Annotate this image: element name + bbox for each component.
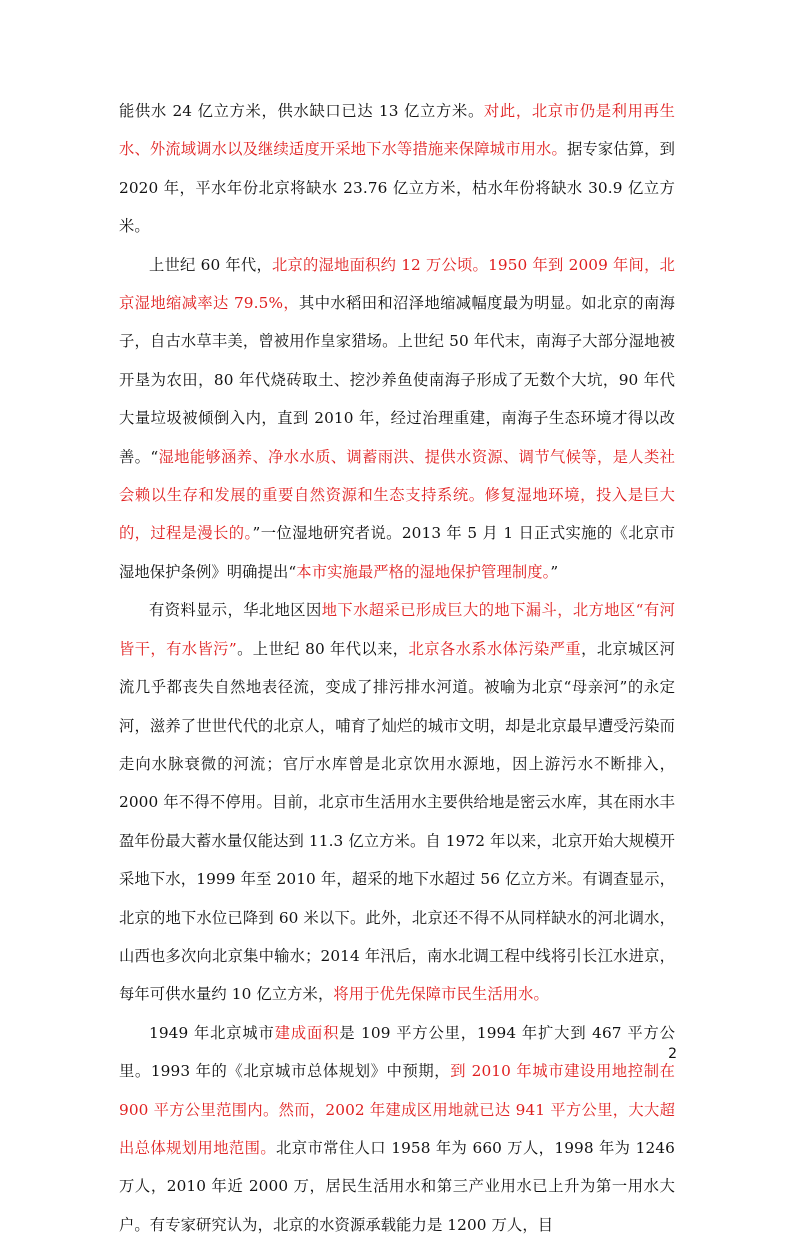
highlighted-text: 对此，北京市仍是利用再生水、外流域调水以及继续适度开采地下水等措施来保障城市用水。 [119, 102, 675, 159]
page-number: 2 [668, 1046, 677, 1062]
highlighted-text: 将用于优先保障市民生活用水。 [333, 985, 549, 1004]
body-text: ”一位湿地研究者说。2013 年 5 月 1 日正式实施的《北京市湿地保护条例》明确提出“ [119, 524, 675, 581]
paragraph [119, 591, 675, 1013]
highlighted-text: 湿地能够涵养、净水水质、调蓄雨洪、提供水资源、调节气候等，是人类社会赖以生存和发展的重要自然资源和生态支持系统。修复湿地环境，投入是巨大的，过程是漫长的。 [119, 447, 675, 543]
body-text: 有资料显示，华北地区因 [149, 601, 322, 620]
highlighted-text: 本市实施最严格的湿地保护管理制度。 [296, 562, 551, 581]
body-text: 1949 年北京城市 [149, 1023, 275, 1042]
body-text: 是 109 平方公里，1994 年扩大到 467 平方公里。1993 年的《北京城市总体规划》中预期， [119, 1023, 675, 1081]
paragraph [119, 246, 675, 592]
body-text: ，北京城区河流几乎都丧失自然地表径流，变成了排污排水河道。被喻为北京“母亲河”的永定河，滋养了世世代代的北京人，哺育了灿烂的城市文明，却是北京最早遭受污染而走向水脉衰微的河流；官厅水库曾是北京饮用水源地，因上游污水不断排入，2000 年不得不停用。目前，北京市生活用水主要供给地是密云水库，其在雨水丰盈年份最大蓄水量仅能达到 11.3 亿立方米。自 1972 年以来，北京开始大规模开采地下水，1999 年至 2010 年，超采的地下水超过 56 亿立方米。有调查显示，北京的地下水位已降到 60 米以下。此外，北京还不得不从同样缺水的河北调水，山西也多次向北京集中输水；2014 年汛后，南水北调工程中线将引长江水进京，每年可供水量约 10 亿立方米， [119, 639, 675, 1004]
highlighted-text: 到 2010 年城市建设用地控制在 900 平方公里范围内。然而，2002 年建成区用地就已达 941 平方公里，大大超出总体规划用地范围。 [119, 1062, 676, 1157]
body-text: 据专家估算，到 2020 年，平水年份北京将缺水 23.76 亿立方米，枯水年份将缺水 30.9 亿立方米。 [119, 140, 676, 236]
highlighted-text: 地下水超采已形成巨大的地下漏斗，北方地区“有河皆干，有水皆污” [119, 601, 676, 658]
body-text: 能供水 24 亿立方米，供水缺口已达 13 亿立方米。 [119, 102, 484, 120]
body-text: 。上世纪 80 年代以来， [236, 639, 409, 658]
body-text: 其中水稻田和沼泽地缩减幅度最为明显。如北京的南海子，自古水草丰美，曾被用作皇家猎场。上世纪 50 年代末，南海子大部分湿地被开垦为农田，80 年代烧砖取土、挖沙养鱼使南海子形成了无数个大坑，90 年代大量垃圾被倾倒入内，直到 2010 年，经过治理重建，南海子生态环境才得以改善。“ [119, 294, 675, 466]
highlighted-text: 北京各水系水体污染严重 [408, 639, 582, 658]
body-text: ” [550, 562, 559, 581]
document-body [119, 92, 675, 1244]
highlighted-text: 北京的湿地面积约 12 万公顷。1950 年到 2009 年间，北京湿地缩减率达 79.5%， [119, 255, 675, 313]
paragraph [119, 1014, 675, 1244]
paragraph-list [119, 92, 675, 1244]
highlighted-text: 建成面积 [274, 1023, 340, 1042]
body-text: 北京市常住人口 1958 年为 660 万人，1998 年为 1246 万人，2010 年近 2000 万，居民生活用水和第三产业用水已上升为第一用水大户。有专家研究认为，北京的水资源承载能力是 1200 万人，目 [119, 1138, 675, 1234]
paragraph [119, 92, 675, 246]
body-text: 上世纪 60 年代， [149, 255, 272, 274]
